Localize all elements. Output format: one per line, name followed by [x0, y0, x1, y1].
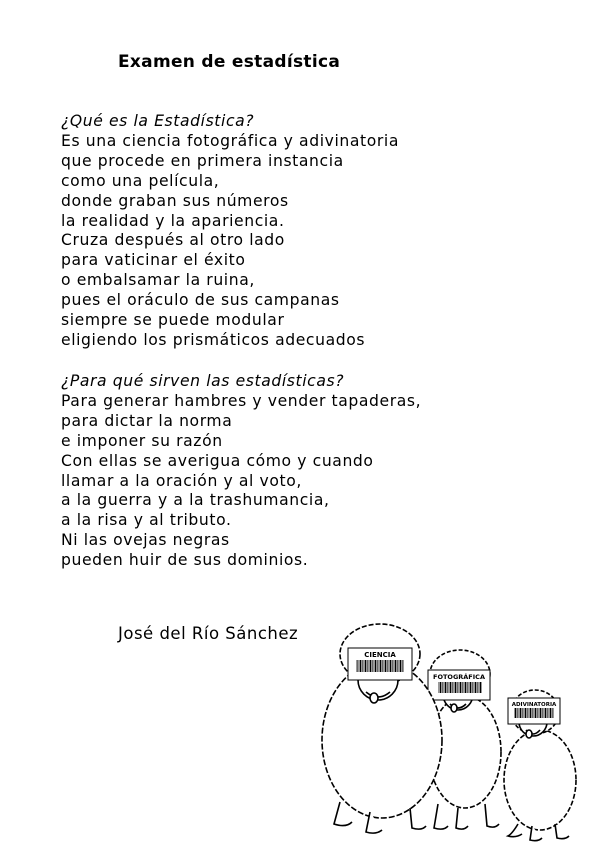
poem-line: llamar a la oración y al voto,: [61, 471, 302, 490]
author-name: José del Río Sánchez: [118, 624, 299, 643]
poem-line: e imponer su razón: [61, 431, 223, 450]
poem-line: Para generar hambres y vender tapaderas,: [61, 391, 422, 410]
poem-line: a la guerra y a la trashumancia,: [61, 491, 330, 510]
poem-line: eligiendo los prismáticos adecuados: [61, 330, 366, 349]
poem-line: donde graban sus números: [61, 191, 289, 210]
stanza-1: [61, 112, 399, 351]
poem-line: Es una ciencia fotográfica y adivinatoria: [61, 131, 399, 150]
poem-line: Cruza después al otro lado: [61, 231, 285, 250]
poem-line: para vaticinar el éxito: [61, 251, 246, 270]
poem-line: pues el oráculo de sus campanas: [61, 291, 340, 310]
poem-line: Con ellas se averigua cómo y cuando: [61, 451, 374, 470]
poem-line: siempre se puede modular: [61, 311, 285, 330]
poem-line: para dictar la norma: [61, 411, 233, 430]
poem-line: Ni las ovejas negras: [61, 531, 230, 550]
poem-line: la realidad y la apariencia.: [61, 211, 285, 230]
stanza-2: [61, 372, 421, 571]
poem-line: o embalsamar la ruina,: [61, 271, 255, 290]
sheep-illustration: [310, 612, 595, 847]
label-fotografica-text: FOTOGRÁFICA: [433, 673, 485, 681]
label-ciencia-text: CIENCIA: [364, 651, 396, 659]
poem-line: que procede en primera instancia: [61, 151, 344, 170]
poem-line: como una película,: [61, 171, 220, 190]
stanza-question: ¿Qué es la Estadística?: [61, 112, 255, 130]
label-adivinatoria-text: ADIVINATORIA: [511, 702, 557, 708]
poem-line: pueden huir de sus dominios.: [61, 551, 309, 570]
stanza-question: ¿Para qué sirven las estadísticas?: [61, 372, 345, 390]
poem-title: Examen de estadística: [118, 52, 341, 72]
poem-line: a la risa y al tributo.: [61, 511, 232, 530]
